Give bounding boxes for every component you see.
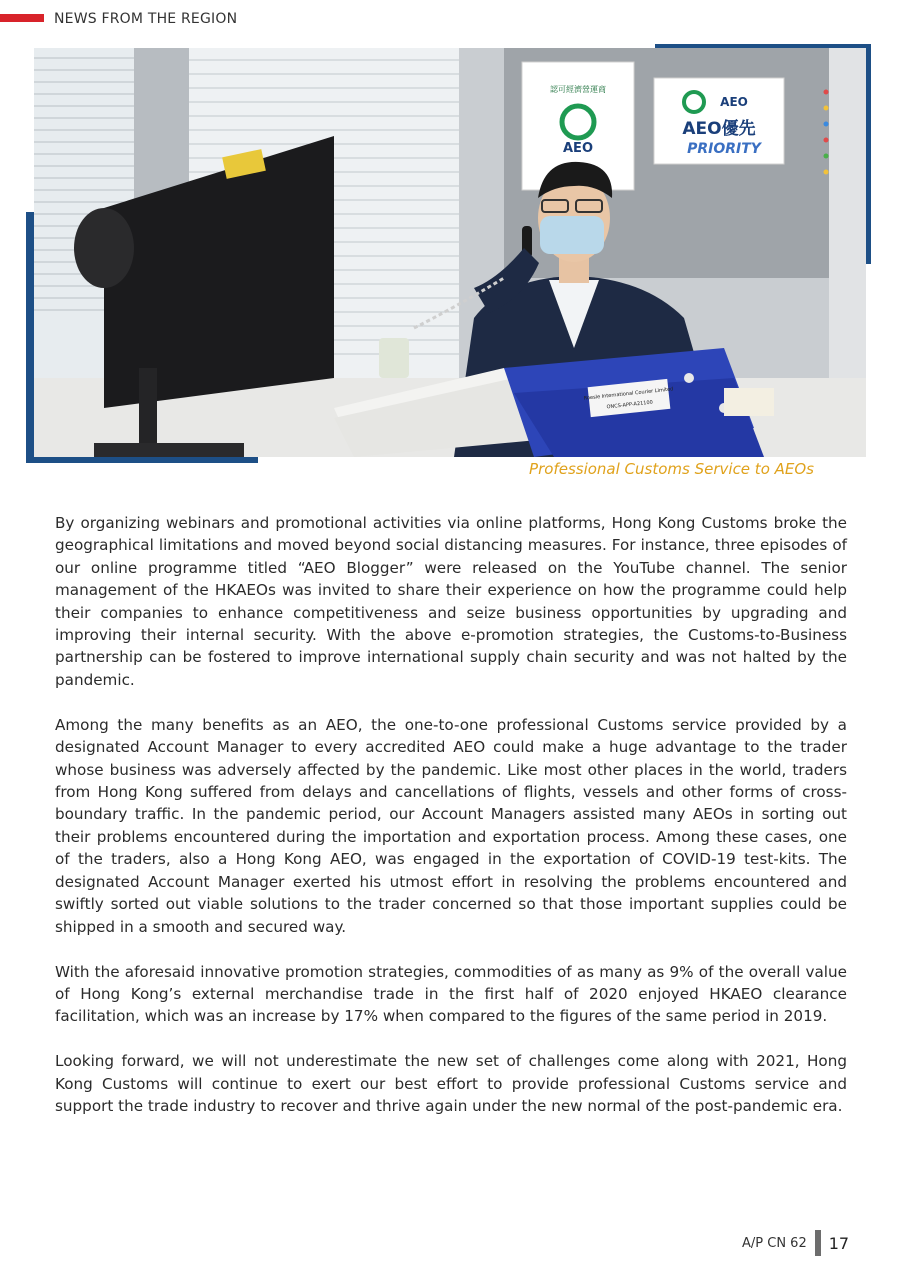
paragraph-1: By organizing webinars and promotional activities via online platforms, Hong Kong Customs broke the geographical limitations and moved beyond social distancing measures. For instance, three episodes of our online programme titled “AEO Blogger” were released on the YouTube channel. The senior management of the HKAEOs was invited to share their experience on how the programme could help their companies to enhance competitiveness and seize business opportunities by upgrading and improving their internal security. With the above e-promotion strategies, the Customs-to-Business partnership can be fostered to improve international supply chain security and was not halted by the pandemic. xyxy=(55,514,847,689)
issue-label: A/P CN 62 xyxy=(742,1235,807,1251)
paragraph-4: Looking forward, we will not underestimate the new set of challenges come along with 2021, Hong Kong Customs will continue to exert our best effort to provide professional Customs service and support the trade industry to recover and thrive again under the new normal of the post-pandemic era. xyxy=(55,1052,847,1116)
poster-aeo-text: AEO xyxy=(563,141,593,156)
photo-caption: Professional Customs Service to AEOs xyxy=(529,460,814,478)
page-footer xyxy=(742,1230,849,1256)
binder-label-text: Roesle International Courier Limited xyxy=(583,386,674,402)
paragraph-3: With the aforesaid innovative promotion strategies, commodities of as many as 9% of the overall value of Hong Kong’s external merchandise trade in the first half of 2020 enjoyed HKAEO clearance facilitation, which was an increase by 17% when compared to the figures of the same period in 2019. xyxy=(55,962,847,1026)
office-photo-illustration xyxy=(34,48,866,457)
article-body xyxy=(55,512,847,1140)
poster-chinese-text: 認可經濟營運商 xyxy=(550,85,606,94)
section-label: NEWS FROM THE REGION xyxy=(54,11,238,27)
section-marker-bar xyxy=(0,14,44,22)
sign-aeo-text: AEO xyxy=(720,95,748,109)
sign-priority-text: PRIORITY xyxy=(687,141,761,157)
office-photo xyxy=(34,48,866,457)
binder-code-text: ONCS-APP-A21100 xyxy=(606,399,654,411)
page-number: 17 xyxy=(828,1233,850,1253)
paragraph-2: Among the many benefits as an AEO, the one-to-one professional Customs service provided by a designated Account Manager to every accredited AEO could make a huge advantage to the trader whose business was adversely affected by the pandemic. Like most other places in the world, traders from Hong Kong suffered from delays and cancellations of flights, vessels and other forms of cross-boundary traffic. In the pandemic period, our Account Managers assisted many AEOs in sorting out their problems encountered during the importation and exportation process. Among these cases, one of the traders, also a Hong Kong AEO, was engaged in the exportation of COVID-19 test-kits. The designated Account Manager exerted his utmost effort in resolving the problems encountered and swiftly sorted out viable solutions to the trader concerned so that those important supplies could be shipped in a smooth and secured way. xyxy=(55,715,847,936)
footer-divider xyxy=(815,1230,821,1256)
sign-chinese-text: AEO優先 xyxy=(682,119,756,139)
photo-frame-left xyxy=(26,212,34,462)
